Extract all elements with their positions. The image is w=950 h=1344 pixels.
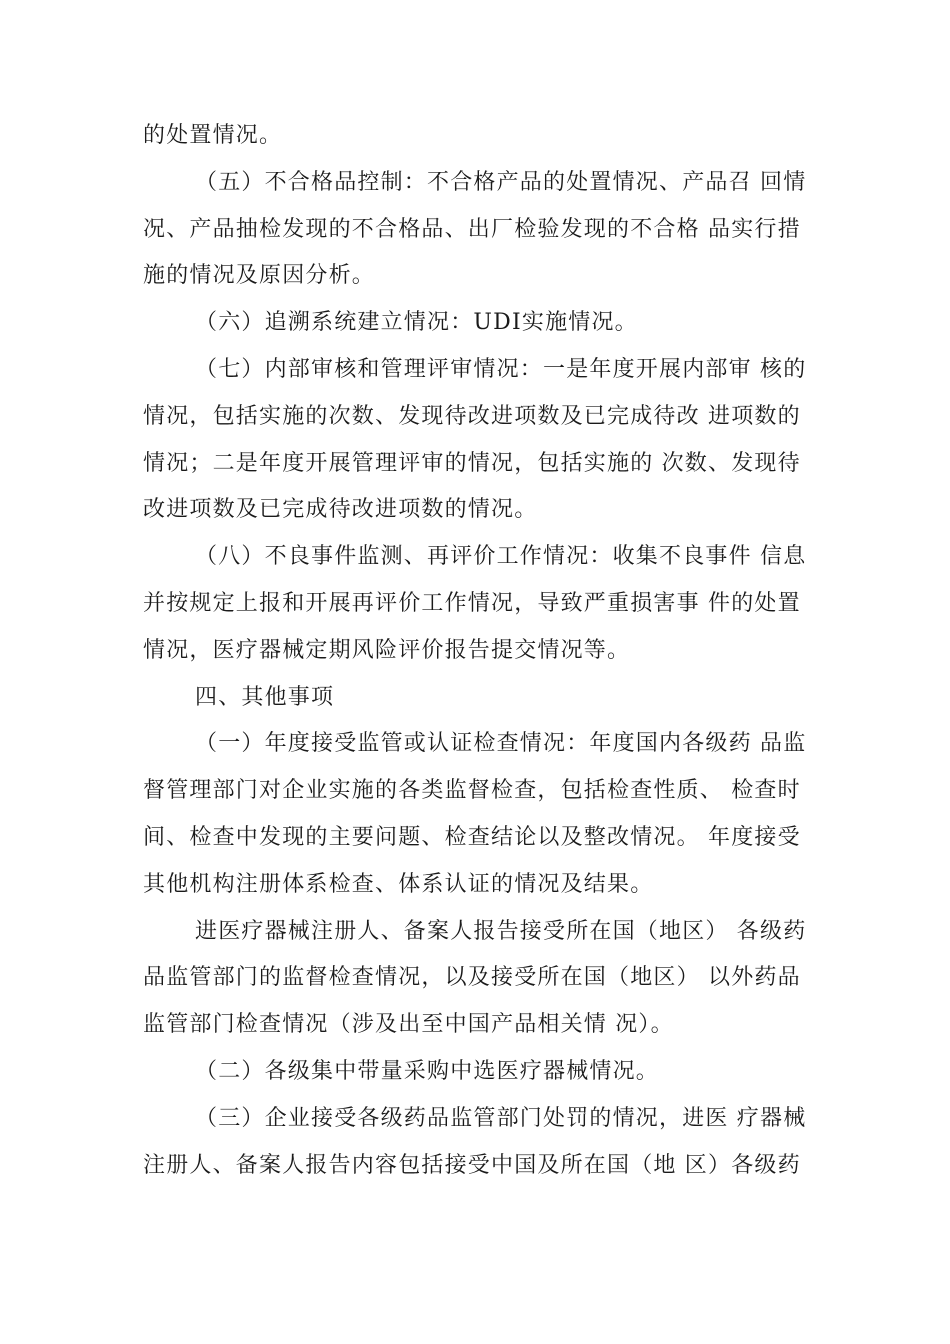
section-heading-4: 四、其他事项 <box>195 684 335 710</box>
text-line-2: （五）不合格品控制：不合格产品的处置情况、产品召 回情 <box>195 169 807 195</box>
text-line-8: 情况；二是年度开展管理评审的情况，包括实施的 次数、发现待 <box>143 450 801 476</box>
text-line-22: （三）企业接受各级药品监管部门处罚的情况，进医 疗器械 <box>195 1105 807 1131</box>
text-line-14: （一）年度接受监管或认证检查情况：年度国内各级药 品监 <box>195 731 807 757</box>
text-line-10: （八）不良事件监测、再评价工作情况：收集不良事件 信息 <box>195 544 807 570</box>
text-line-12: 情况，医疗器械定期风险评价报告提交情况等。 <box>143 637 631 663</box>
text-line-6: （七）内部审核和管理评审情况：一是年度开展内部审 核的 <box>195 356 807 382</box>
text-line-9: 改进项数及已完成待改进项数的情况。 <box>143 497 538 523</box>
text-line-1: 的处置情况。 <box>143 123 283 148</box>
text-line-17: 其他机构注册体系检查、体系认证的情况及结果。 <box>143 871 654 897</box>
text-line-20: 监管部门检查情况（涉及出至中国产品相关情 况）。 <box>143 1012 674 1038</box>
text-line-16: 间、检查中发现的主要问题、检查结论以及整改情况。 年度接受 <box>143 824 801 850</box>
text-line-7: 情况，包括实施的次数、发现待改进项数及已完成待改 进项数的 <box>143 403 801 429</box>
text-line-23: 注册人、备案人报告内容包括接受中国及所在国（地 区）各级药 <box>143 1152 801 1178</box>
text-line-19: 品监管部门的监督检查情况，以及接受所在国（地区） 以外药品 <box>143 965 801 991</box>
text-line-11: 并按规定上报和开展再评价工作情况，导致严重损害事 件的处置 <box>143 590 801 616</box>
text-line-5: （六）追溯系统建立情况：UDI实施情况。 <box>195 310 638 336</box>
text-line-4: 施的情况及原因分析。 <box>143 263 376 289</box>
text-line-15: 督管理部门对企业实施的各类监督检查，包括检查性质、 检查时 <box>143 778 801 804</box>
text-line-18: 进医疗器械注册人、备案人报告接受所在国（地区） 各级药 <box>195 918 807 944</box>
text-line-3: 况、产品抽检发现的不合格品、出厂检验发现的不合格 品实行措 <box>143 216 801 242</box>
document-body <box>143 113 843 1189</box>
text-line-21: （二）各级集中带量采购中选医疗器械情况。 <box>195 1058 660 1084</box>
